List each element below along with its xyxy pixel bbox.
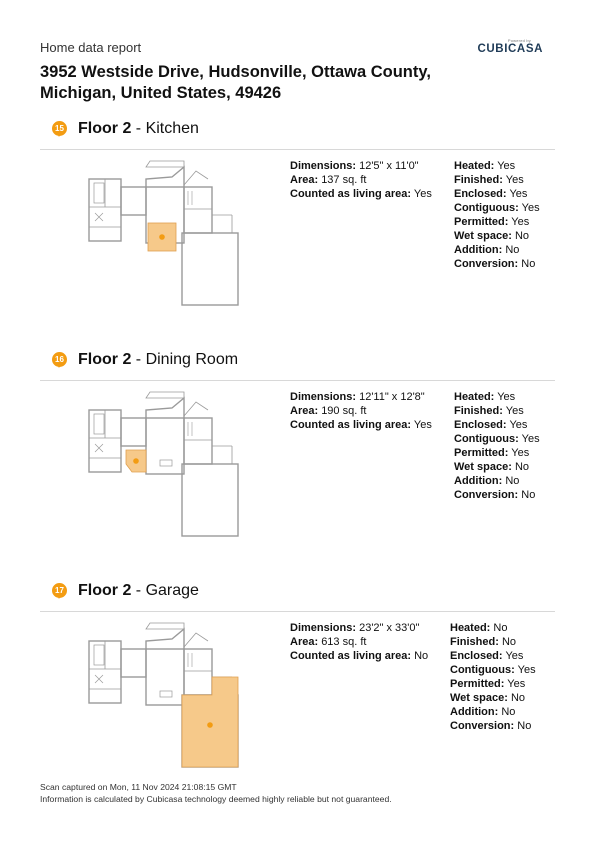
wet-space-value: No [514, 230, 529, 242]
finished-value: Yes [505, 174, 524, 186]
addition-value: No [505, 244, 520, 256]
address-line-2: Michigan, United States, 49426 [40, 84, 282, 102]
dimensions-value: 12'11" x 12'8" [359, 391, 425, 403]
enclosed-value: Yes [505, 650, 524, 662]
enclosed-label: Enclosed: [454, 188, 507, 200]
dimensions-label: Dimensions: [290, 160, 357, 172]
permitted-value: Yes [511, 216, 530, 228]
permitted-label: Permitted: [454, 216, 509, 228]
title-separator: - [131, 582, 146, 599]
contiguous-label: Contiguous: [450, 664, 515, 676]
wet-space-value: No [510, 692, 525, 704]
room-title [78, 582, 199, 600]
floor-label: Floor 2 [78, 582, 132, 599]
report-footer [40, 782, 392, 805]
heated-label: Heated: [454, 160, 495, 172]
finished-value: No [501, 636, 517, 648]
living-area-label: Counted as living area: [290, 419, 412, 431]
area-label: Area: [290, 405, 319, 417]
logo-brand-text: CUBICASA [477, 43, 543, 55]
floor-label: Floor 2 [78, 351, 132, 368]
contiguous-value: Yes [517, 664, 536, 676]
attributes-column [454, 159, 540, 271]
dimensions-column [290, 390, 432, 432]
heated-label: Heated: [450, 622, 491, 634]
conversion-label: Conversion: [454, 489, 519, 501]
wet-space-label: Wet space: [450, 692, 508, 704]
attributes-column [454, 390, 540, 502]
section-divider [40, 611, 555, 612]
area-label: Area: [290, 174, 319, 186]
room-section-kitchen [40, 119, 555, 339]
dimensions-label: Dimensions: [290, 391, 357, 403]
cubicasa-logo [478, 38, 544, 55]
enclosed-label: Enclosed: [454, 419, 507, 431]
attributes-column [450, 621, 536, 733]
addition-value: No [501, 706, 516, 718]
living-area-label: Counted as living area: [290, 188, 412, 200]
address-line-1: 3952 Westside Drive, Hudsonville, Ottawa County, [40, 63, 431, 81]
area-value: 190 sq. ft [321, 405, 367, 417]
finished-label: Finished: [450, 636, 499, 648]
heated-value: No [493, 622, 508, 634]
conversion-label: Conversion: [450, 720, 515, 732]
room-name: Kitchen [145, 120, 199, 137]
conversion-value: No [517, 720, 532, 732]
contiguous-value: Yes [521, 202, 540, 214]
room-dot-icon [133, 458, 139, 464]
dimensions-label: Dimensions: [290, 622, 357, 634]
heated-value: Yes [497, 391, 516, 403]
report-label: Home data report [40, 40, 142, 55]
section-divider [40, 149, 555, 150]
property-address [40, 62, 460, 104]
finished-label: Finished: [454, 174, 503, 186]
room-marker-icon: 17 [52, 583, 67, 598]
room-marker-icon: 15 [52, 121, 67, 136]
permitted-value: Yes [511, 447, 530, 459]
permitted-label: Permitted: [450, 678, 505, 690]
contiguous-value: Yes [521, 433, 540, 445]
floor-plan-thumbnail [84, 619, 244, 769]
scan-timestamp: Scan captured on Mon, 11 Nov 2024 21:08:15 GMT [40, 782, 237, 792]
living-area-label: Counted as living area: [290, 650, 412, 662]
conversion-value: No [521, 258, 536, 270]
living-area-value: Yes [413, 419, 432, 431]
conversion-label: Conversion: [454, 258, 519, 270]
room-title [78, 120, 199, 138]
heated-value: Yes [497, 160, 516, 172]
area-label: Area: [290, 636, 319, 648]
addition-value: No [505, 475, 520, 487]
wet-space-label: Wet space: [454, 230, 512, 242]
heated-label: Heated: [454, 391, 495, 403]
room-title [78, 351, 238, 369]
addition-label: Addition: [450, 706, 499, 718]
dimensions-value: 12'5" x 11'0" [359, 160, 419, 172]
contiguous-label: Contiguous: [454, 433, 519, 445]
highlighted-room [182, 677, 238, 767]
title-separator: - [131, 351, 146, 368]
room-name: Garage [145, 582, 199, 599]
enclosed-value: Yes [509, 188, 528, 200]
room-section-dining-room [40, 350, 555, 570]
floor-plan-thumbnail [84, 157, 244, 307]
wet-space-value: No [514, 461, 529, 473]
addition-label: Addition: [454, 475, 503, 487]
addition-label: Addition: [454, 244, 503, 256]
room-dot-icon [159, 234, 165, 240]
finished-label: Finished: [454, 405, 503, 417]
area-value: 137 sq. ft [321, 174, 367, 186]
dimensions-column [290, 159, 432, 201]
enclosed-value: Yes [509, 419, 528, 431]
contiguous-label: Contiguous: [454, 202, 519, 214]
logo-powered-text: Powered by [507, 38, 531, 43]
section-divider [40, 380, 555, 381]
permitted-label: Permitted: [454, 447, 509, 459]
wet-space-label: Wet space: [454, 461, 512, 473]
dimensions-value: 23'2" x 33'0" [359, 622, 420, 634]
room-name: Dining Room [145, 351, 239, 368]
disclaimer-text: Information is calculated by Cubicasa technology deemed highly reliable but not guaranteed. [40, 793, 392, 804]
conversion-value: No [521, 489, 536, 501]
title-separator: - [131, 120, 146, 137]
enclosed-label: Enclosed: [450, 650, 503, 662]
floor-plan-thumbnail [84, 388, 244, 538]
area-value: 613 sq. ft [321, 636, 367, 648]
living-area-value: No [414, 650, 429, 662]
finished-value: Yes [505, 405, 524, 417]
room-dot-icon [207, 722, 213, 728]
dimensions-column [290, 621, 428, 663]
living-area-value: Yes [413, 188, 432, 200]
permitted-value: Yes [507, 678, 526, 690]
room-section-garage [40, 581, 555, 801]
floor-label: Floor 2 [78, 120, 132, 137]
room-marker-icon: 16 [52, 352, 67, 367]
